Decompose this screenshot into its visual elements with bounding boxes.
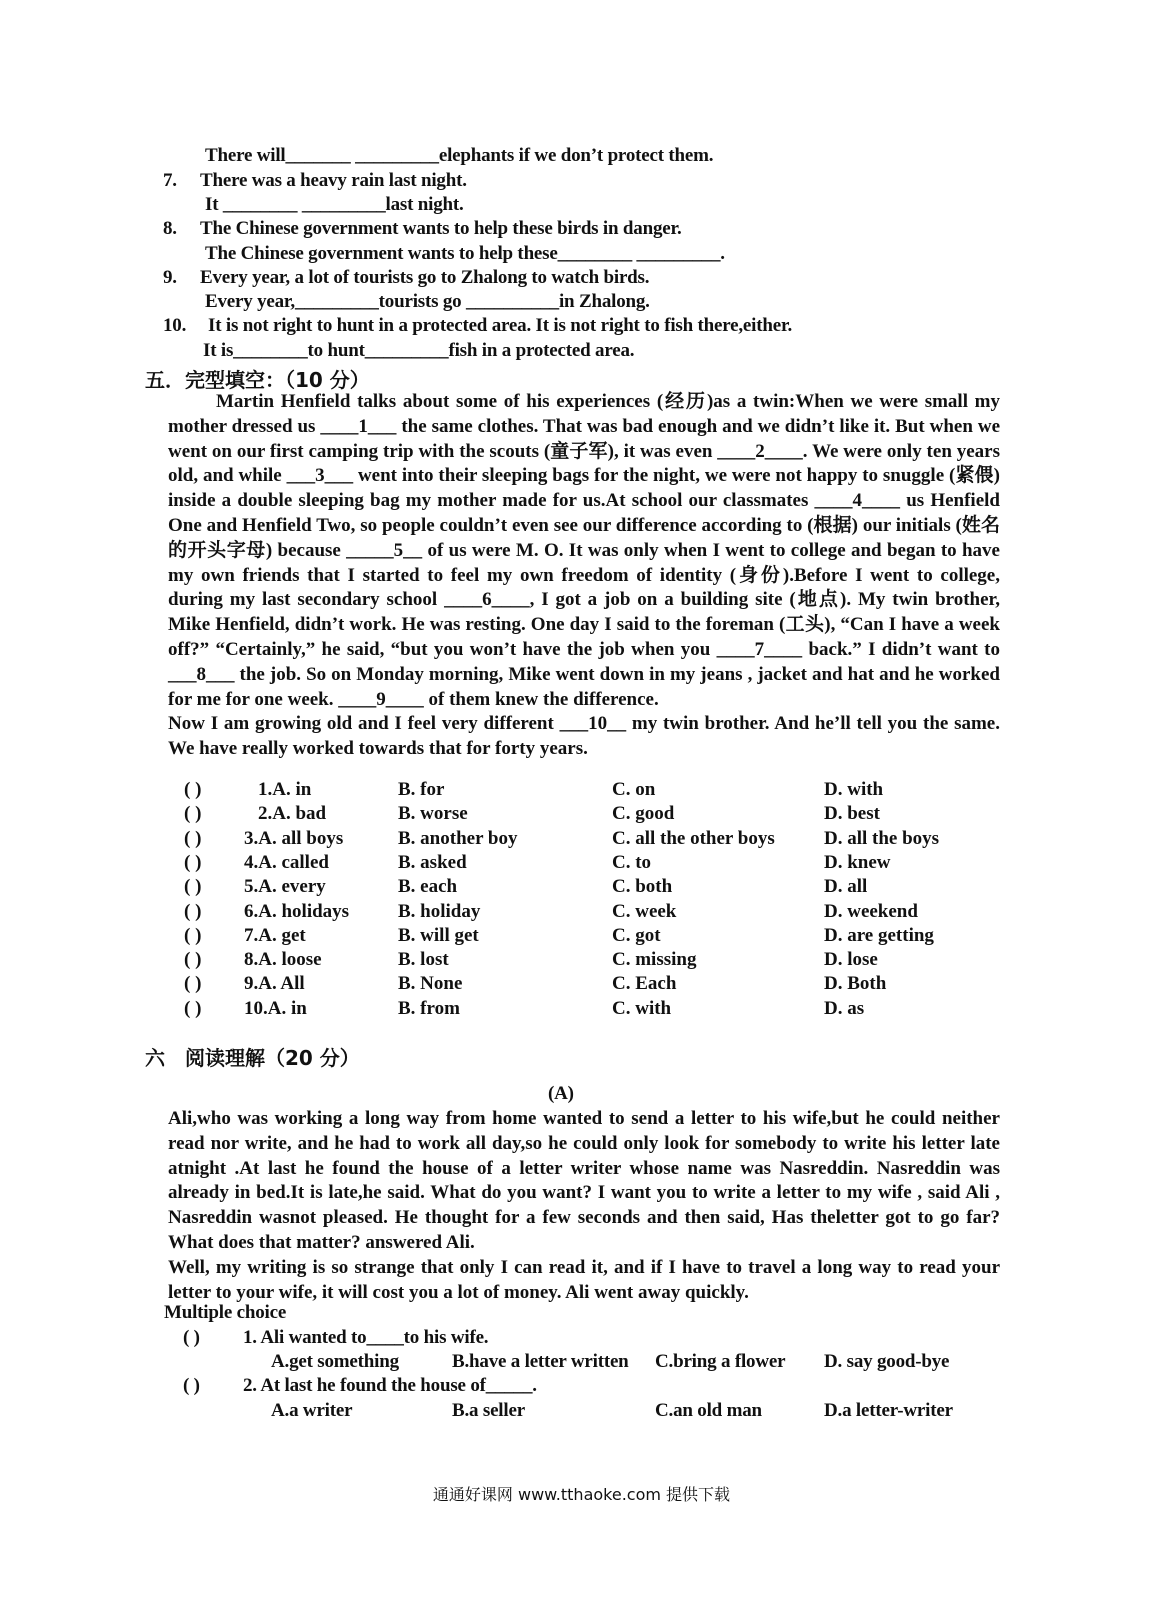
reading-passage-a <box>168 1107 1000 1305</box>
option-b: B. lost <box>398 949 449 970</box>
option-d: D. as <box>824 998 865 1019</box>
answer-paren[interactable]: ( ) <box>184 876 202 897</box>
option-b: B. each <box>398 876 458 897</box>
rewrite-answer-6: There will_______ _________elephants if we don’t protect them. <box>205 145 714 166</box>
question-1: 1. Ali wanted to____to his wife. <box>243 1327 489 1348</box>
option-c: C. both <box>612 876 673 897</box>
answer-paren[interactable]: ( ) <box>184 901 202 922</box>
reading-paragraph-1: Ali,who was working a long way from home wanted to send a letter to his wife,but he could neither read nor write, and he had to work all day,so he could only look for somebody to write his letter late atnight .At last he found the house of a letter writer whose name was Nasreddin. Nasreddin was already in bed.It is late,he said. What do you want? I want you to write a letter to my wife , said Ali , Nasreddin wasnot pleased. He thought for a few seconds and then said, Has theletter got to go far? What does that matter? answered Ali. <box>168 1108 1000 1253</box>
option-c: C. to <box>612 852 652 873</box>
rewrite-number-7: 7. <box>163 170 177 191</box>
rewrite-sentence-7: There was a heavy rain last night. <box>200 170 467 191</box>
multiple-choice-label: Multiple choice <box>164 1302 287 1323</box>
rewrite-answer-9: Every year,_________tourists go __________in Zhalong. <box>205 291 650 312</box>
option-b: B. asked <box>398 852 467 873</box>
rewrite-number-9: 9. <box>163 267 177 288</box>
answer-paren[interactable]: ( ) <box>184 998 202 1019</box>
rewrite-number-10: 10. <box>163 315 187 336</box>
option-a: 7.A. get <box>244 925 306 946</box>
option-b: B. None <box>398 973 463 994</box>
question-1-option-c: C.bring a flower <box>655 1351 786 1372</box>
answer-paren[interactable]: ( ) <box>184 949 202 970</box>
answer-paren[interactable]: ( ) <box>183 1375 200 1396</box>
option-c: C. missing <box>612 949 697 970</box>
cloze-option-row[interactable] <box>168 779 1008 804</box>
rewrite-sentence-8: The Chinese government wants to help these birds in danger. <box>200 218 682 239</box>
option-b: B. from <box>398 998 460 1019</box>
option-d: D. Both <box>824 973 887 994</box>
question-2: 2. At last he found the house of_____. <box>243 1375 537 1396</box>
answer-paren[interactable]: ( ) <box>184 852 202 873</box>
cloze-option-row[interactable] <box>168 852 1008 877</box>
cloze-option-row[interactable] <box>168 876 1008 901</box>
option-d: D. weekend <box>824 901 918 922</box>
option-b: B. holiday <box>398 901 481 922</box>
option-d: D. all <box>824 876 868 897</box>
question-2-option-d: D.a letter-writer <box>824 1400 953 1421</box>
answer-paren[interactable]: ( ) <box>184 828 202 849</box>
option-d: D. are getting <box>824 925 934 946</box>
option-c: C. good <box>612 803 675 824</box>
cloze-option-row[interactable] <box>168 949 1008 974</box>
page-footer: 通通好课网 www.tthaoke.com 提供下载 <box>432 1485 731 1504</box>
reading-paragraph-2: Well, my writing is so strange that only I can read it, and if I have to travel a long way to read your letter to your wife, it will cost you a lot of money. Ali went away quickly. <box>168 1256 1000 1303</box>
option-a: 2.A. bad <box>258 803 327 824</box>
cloze-paragraph-1: Martin Henfield talks about some of his experiences (经历)as a twin:When we were small my mother dressed us ____1___ the same clothes. That was bad enough and we didn’t like it. But when we went on our first camping trip with the scouts (童子军), it was even ____2____. We were only ten years old, and while ___3___ went into their sleeping bags for the night, we were not happy to snuggle (紧偎) inside a double sleeping bag my mother made for us.At school our classmates ____4____ us Henfield One and Henfield Two, so people couldn’t even see our difference according to (根据) our initials (姓名的开头字母) because _____5__ of us were M. O. It was only when I went to college and began to have my own friends that I started to feel my own freedom of identity (身份).Before I went to college, during my last secondary school ____6____, I got a job on a building site (地点). My twin brother, Mike Henfield, didn’t work. He was resting. One day I said to the foreman (工头), “Can I have a week off?” “Certainly,” he said, “but you won’t have the job when you ____7____ back.” I didn’t want to ___8___ the job. So on Monday morning, Mike went down in my jeans , jacket and hat and he worked for me for one week. ____9____ of them knew the difference. <box>168 391 1000 710</box>
option-b: B. another boy <box>398 828 518 849</box>
option-c: C. all the other boys <box>612 828 775 849</box>
cloze-option-row[interactable] <box>168 828 1008 853</box>
cloze-paragraph-2: Now I am growing old and I feel very different ___10__ my twin brother. And he’ll tell you the same. We have really worked towards that for forty years. <box>168 713 1000 760</box>
cloze-option-row[interactable] <box>168 803 1008 828</box>
option-d: D. lose <box>824 949 878 970</box>
option-c: C. on <box>612 779 656 800</box>
passage-a-label: (A) <box>548 1083 574 1104</box>
cloze-option-row[interactable] <box>168 901 1008 926</box>
option-d: D. with <box>824 779 884 800</box>
option-a: 1.A. in <box>258 779 312 800</box>
rewrite-number-8: 8. <box>163 218 177 239</box>
question-2-option-b: B.a seller <box>452 1400 525 1421</box>
option-a: 8.A. loose <box>244 949 322 970</box>
option-a: 5.A. every <box>244 876 326 897</box>
answer-paren[interactable]: ( ) <box>184 925 202 946</box>
cloze-option-row[interactable] <box>168 998 1008 1023</box>
option-a: 10.A. in <box>244 998 307 1019</box>
answer-paren[interactable]: ( ) <box>183 1327 200 1348</box>
option-a: 9.A. All <box>244 973 305 994</box>
cloze-passage <box>168 390 1000 762</box>
option-b: B. for <box>398 779 445 800</box>
section-6-title: 六 阅读理解（20 分） <box>145 1046 360 1070</box>
option-b: B. will get <box>398 925 479 946</box>
option-c: C. with <box>612 998 672 1019</box>
option-a: 3.A. all boys <box>244 828 344 849</box>
question-2-option-a: A.a writer <box>271 1400 353 1421</box>
rewrite-answer-8: The Chinese government wants to help these________ _________. <box>205 243 725 264</box>
option-d: D. best <box>824 803 880 824</box>
rewrite-answer-7: It ________ _________last night. <box>205 194 464 215</box>
cloze-option-row[interactable] <box>168 973 1008 998</box>
answer-paren[interactable]: ( ) <box>184 779 202 800</box>
answer-paren[interactable]: ( ) <box>184 803 202 824</box>
question-2-option-c: C.an old man <box>655 1400 762 1421</box>
option-d: D. all the boys <box>824 828 940 849</box>
section-5-title: 五．完型填空：（10 分） <box>145 368 370 392</box>
cloze-option-row[interactable] <box>168 925 1008 950</box>
rewrite-sentence-9: Every year, a lot of tourists go to Zhalong to watch birds. <box>200 267 650 288</box>
question-1-option-b: B.have a letter written <box>452 1351 629 1372</box>
answer-paren[interactable]: ( ) <box>184 973 202 994</box>
rewrite-answer-10: It is________to hunt_________fish in a protected area. <box>203 340 635 361</box>
question-1-option-d: D. say good-bye <box>824 1351 950 1372</box>
option-a: 4.A. called <box>244 852 329 873</box>
rewrite-sentence-10: It is not right to hunt in a protected area. It is not right to fish there,either. <box>208 315 793 336</box>
option-b: B. worse <box>398 803 468 824</box>
option-d: D. knew <box>824 852 891 873</box>
option-c: C. Each <box>612 973 677 994</box>
option-c: C. got <box>612 925 661 946</box>
option-a: 6.A. holidays <box>244 901 350 922</box>
option-c: C. week <box>612 901 677 922</box>
question-1-option-a: A.get something <box>271 1351 399 1372</box>
